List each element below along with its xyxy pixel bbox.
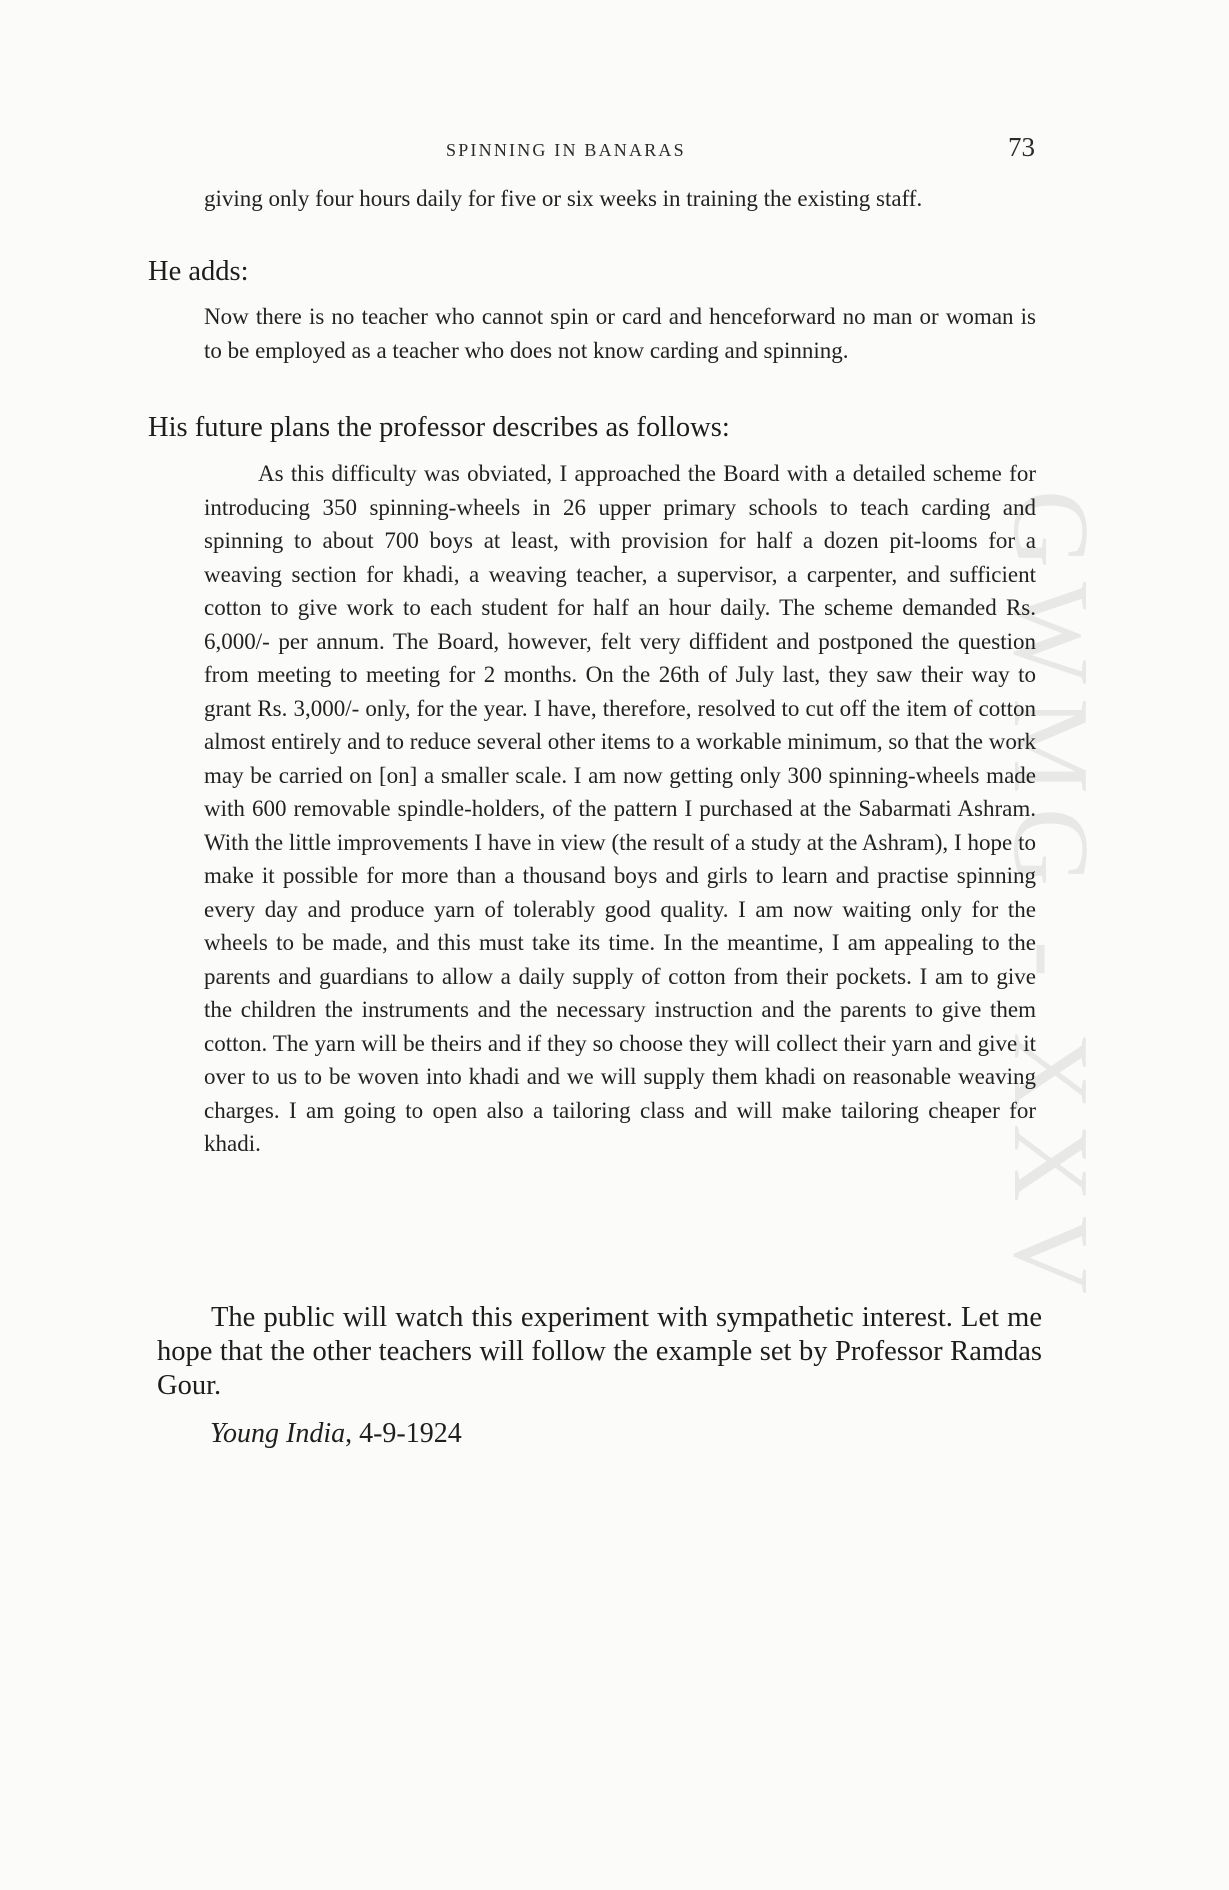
citation-publication: Young India xyxy=(210,1418,346,1449)
running-title: SPINNING IN BANARAS xyxy=(446,140,686,160)
quote-no-teacher: Now there is no teacher who cannot spin or card and henceforward no man or woman is to be employed as a teacher who does not know carding and spinning. xyxy=(204,304,1036,363)
he-adds-paragraph: He adds: xyxy=(148,256,249,287)
watermark: GWMG - XXV xyxy=(991,490,1110,1308)
page-number: 73 xyxy=(1008,132,1035,162)
citation-date: 4-9-1924 xyxy=(359,1418,462,1449)
future-plans-paragraph: His future plans the professor describes as follows: xyxy=(148,412,730,443)
quote-training-staff: giving only four hours daily for five or six weeks in training the existing staff. xyxy=(204,186,923,211)
quote-scheme-letter: As this difficulty was obviated, I approached the Board with a detailed scheme for introducing 350 spinning-wheels in 26 upper primary schools to teach carding and spinning to about 700 boys at least, with provision for half a dozen pit-looms for a weaving section for khadi, a weaving teacher, a supervisor, a carpenter, and sufficient cotton to give work to each student for half an hour daily. The scheme demanded Rs. 6,000/- per annum. The Board, however, felt very diffident and postponed the question from meeting to meeting for 2 months. On the 26th of July last, they saw their way to grant Rs. 3,000/- only, for the year. I have, therefore, resolved to cut off the item of cotton almost entirely and to reduce several other items to a workable minimum, so that the work may be carried on [on] a smaller scale. I am now getting only 300 spinning-wheels made with 600 removable spindle-holders, of the pattern I purchased at the Sabarmati Ashram. With the little improvements I have in view (the result of a study at the Ashram), I hope to make it possible for more than a thousand boys and girls to learn and practise spinning every day and produce yarn of tolerably good quality. I am now waiting only for the wheels to be made, and this must take its time. In the meantime, I am appealing to the parents and guardians to allow a daily supply of cotton from their pockets. I am to give the children the instruments and the necessary instruction and the parents to give them cotton. The yarn will be theirs and if they so choose they will collect their yarn and give it over to us to be woven into khadi and we will supply them khadi on reasonable weaving charges. I am going to open also a tailoring class and will make tailoring cheaper for khadi. xyxy=(204,461,1036,1156)
closing-paragraph: The public will watch this experiment with sympathetic interest. Let me hope that the other teachers will follow the example set by Professor Ramdas Gour. xyxy=(157,1302,1042,1401)
page-header xyxy=(0,134,1229,164)
citation-separator: , xyxy=(345,1418,353,1449)
citation xyxy=(210,1418,910,1450)
